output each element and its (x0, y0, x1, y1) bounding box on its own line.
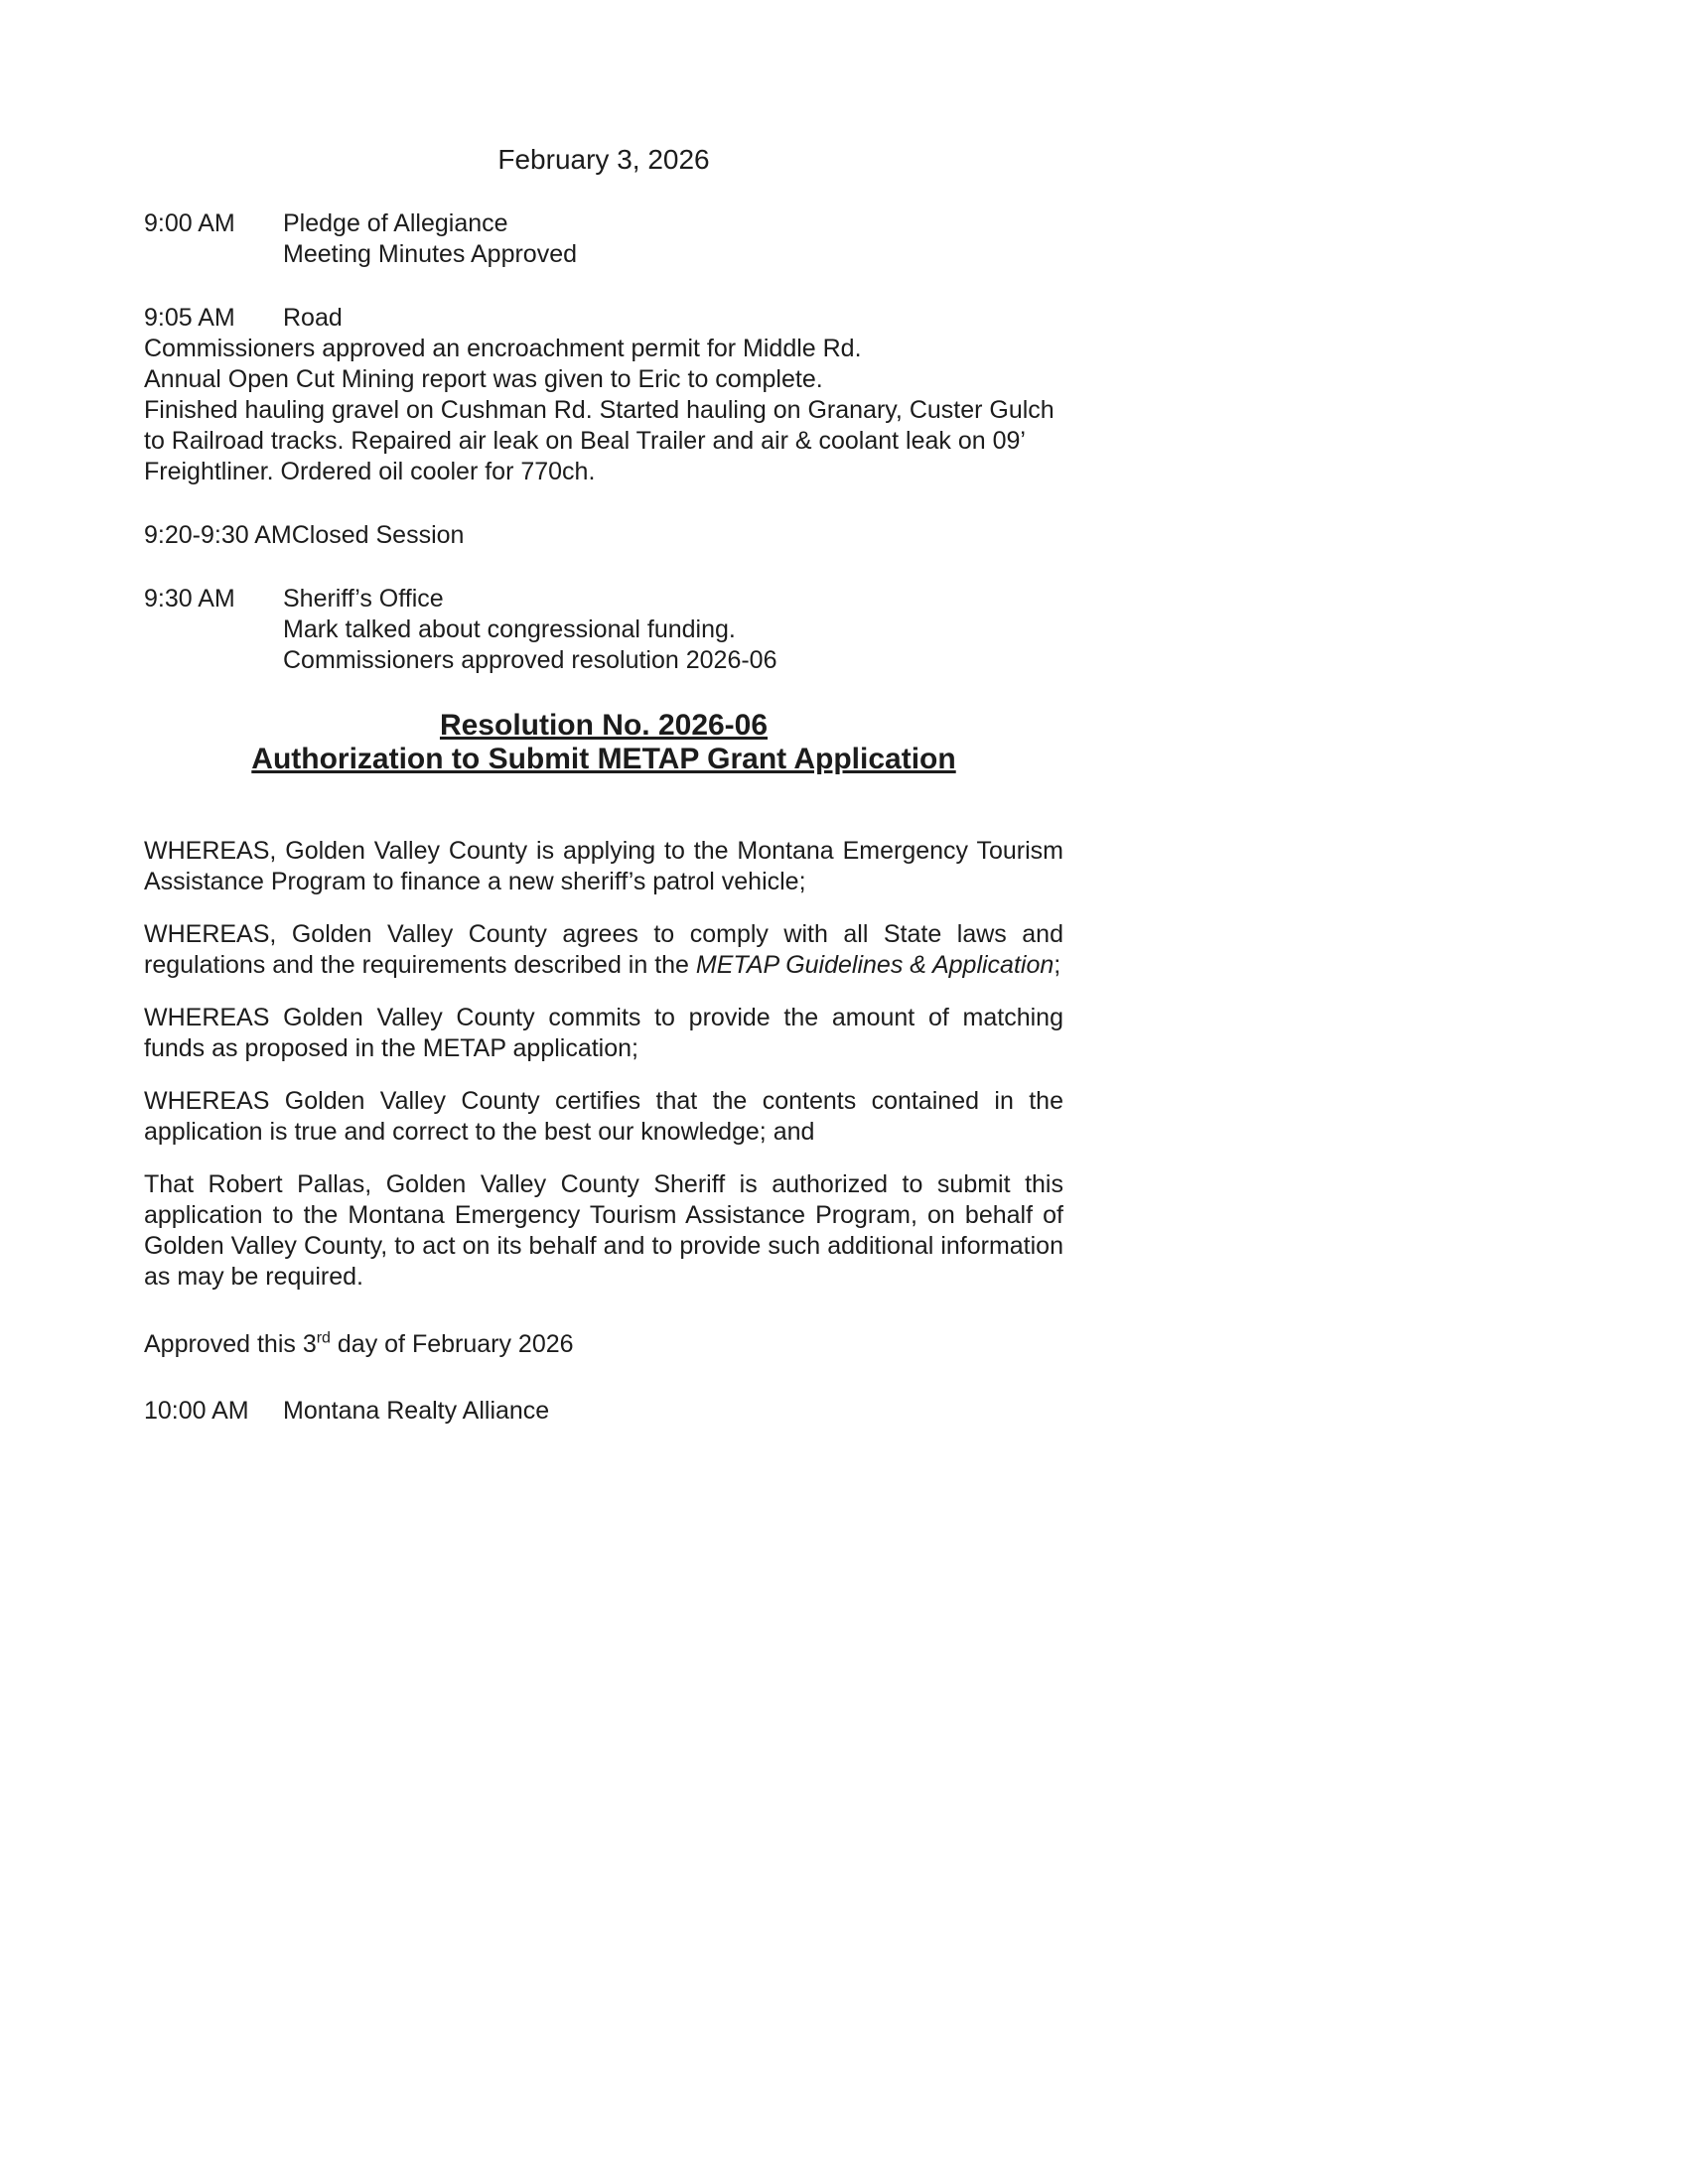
schedule-entry-0900 (144, 208, 1063, 270)
whereas-paragraph: WHEREAS Golden Valley County certifies that the contents contained in the application is true and correct to the best our knowledge; and (144, 1087, 1063, 1146)
schedule-item: Meeting Minutes Approved (283, 240, 578, 268)
schedule-item: Commissioners approved resolution 2026-06 (283, 646, 777, 674)
authorization-paragraph: That Robert Pallas, Golden Valley County Sheriff is authorized to submit this application to the Montana Emergency Tourism Assistance Program, on behalf of Golden Valley County, to act on its behalf and to provide such additional information as may be required. (144, 1170, 1063, 1291)
road-note: Commissioners approved an encroachment permit for Middle Rd. (144, 335, 862, 362)
document-page (144, 144, 1063, 1427)
schedule-item: Montana Realty Alliance (283, 1397, 550, 1425)
approval-line: Approved this 3rd day of February 2026 (144, 1329, 574, 1358)
schedule-time: 9:05 AM (144, 304, 235, 332)
whereas-paragraph: WHEREAS, Golden Valley County agrees to comply with all State laws and regulations and the requirements described in the METAP Guidelines & Application; (144, 920, 1063, 979)
schedule-entry-1000 (144, 1396, 1063, 1427)
schedule-item: Closed Session (291, 521, 465, 549)
schedule-item: Sheriff’s Office (283, 585, 444, 613)
resolution-heading-line1: Resolution No. 2026-06 (439, 709, 769, 742)
schedule-entry-0905 (144, 303, 1063, 487)
schedule-time: 10:00 AM (144, 1397, 249, 1425)
resolution-heading (144, 709, 1063, 776)
schedule-time: 9:00 AM (144, 209, 235, 237)
schedule-entry-0920 (144, 520, 1063, 551)
road-note: Finished hauling gravel on Cushman Rd. Started hauling on Granary, Custer Gulch to Railroad tracks. Repaired air leak on Beal Trailer and air & coolant leak on 09’ Freightliner. Ordered oil cooler for 770ch. (144, 396, 1055, 485)
schedule-item: Mark talked about congressional funding. (283, 615, 736, 643)
guidelines-italic: METAP Guidelines & Application (695, 951, 1055, 979)
schedule-time: 9:20-9:30 AM (144, 521, 292, 549)
schedule-time: 9:30 AM (144, 585, 235, 613)
date-title: February 3, 2026 (497, 144, 710, 175)
whereas-paragraph: WHEREAS, Golden Valley County is applying to the Montana Emergency Tourism Assistance Program to finance a new sheriff’s patrol vehicle; (144, 837, 1063, 895)
resolution-heading-line2: Authorization to Submit METAP Grant Application (251, 743, 956, 775)
schedule-item: Road (283, 304, 343, 332)
ordinal-superscript: rd (316, 1329, 331, 1347)
schedule-entry-0930 (144, 584, 1063, 676)
whereas-paragraph: WHEREAS Golden Valley County commits to provide the amount of matching funds as proposed in the METAP application; (144, 1004, 1063, 1062)
road-note: Annual Open Cut Mining report was given to Eric to complete. (144, 365, 823, 393)
schedule-item: Pledge of Allegiance (283, 209, 508, 237)
